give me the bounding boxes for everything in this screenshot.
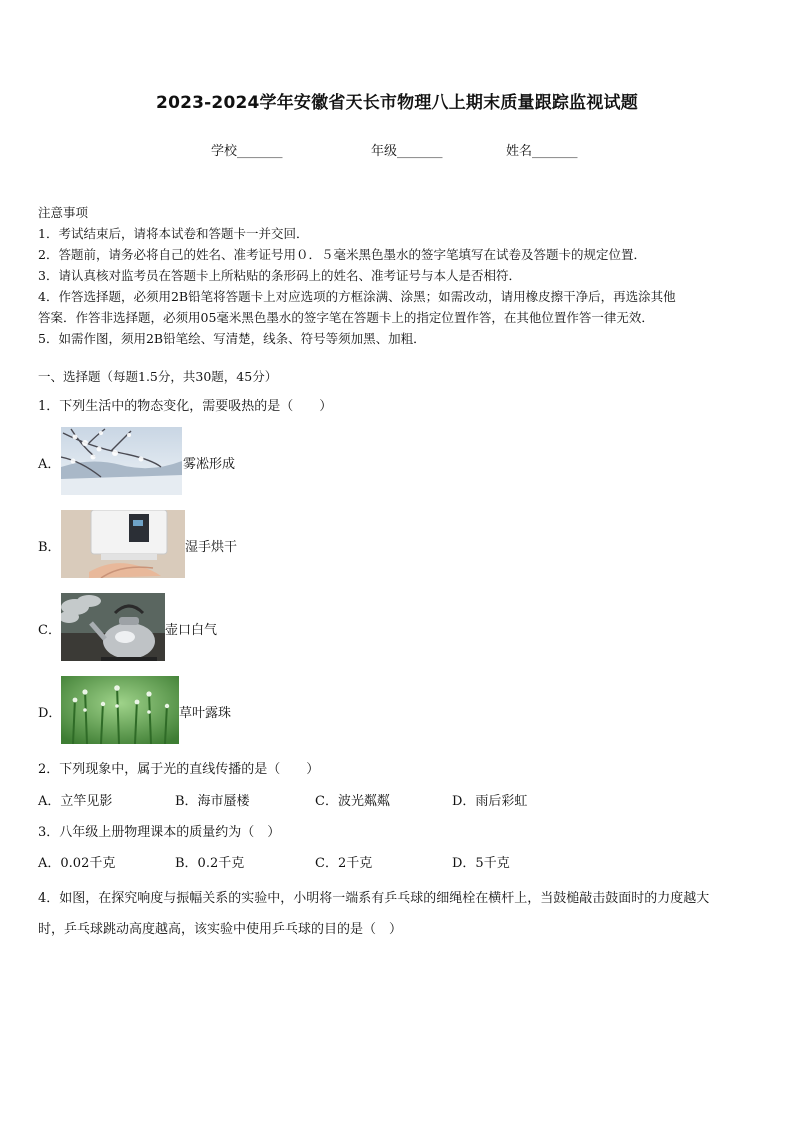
option-label: A． <box>38 457 61 472</box>
q4-line: 4．如图，在探究响度与振幅关系的实验中，小明将一端系有乒乓球的细绳栓在横杆上，当鼓槌敲击鼓面时的力度越大 <box>38 891 710 906</box>
q2-options <box>38 790 758 810</box>
notice-item: 5．如需作图，须用2B铅笔绘、写清楚，线条、符号等须加黑、加粗． <box>38 331 426 346</box>
q3-option-c[interactable]: C．2千克 <box>315 856 373 871</box>
question-3-stem: 3．八年级上册物理课本的质量约为（ ） <box>38 825 281 840</box>
option-label: D． <box>38 706 62 721</box>
notice-item: 2．答题前，请务必将自己的姓名、准考证号用０．５毫米黑色墨水的签字笔填写在试卷及答题卡的规定位置． <box>38 247 646 262</box>
q2-option-d[interactable]: D．雨后彩虹 <box>452 794 528 809</box>
school-field[interactable]: 学校_______ <box>211 144 283 159</box>
section-heading: 一、选择题（每题1.5分，共30题，45分） <box>38 369 278 384</box>
frost-branches-image <box>61 427 182 495</box>
hand-dryer-image <box>61 510 185 578</box>
q1-option-b[interactable] <box>38 510 438 578</box>
q2-option-c[interactable]: C．波光粼粼 <box>315 794 390 809</box>
notice-item: 3．请认真核对监考员在答题卡上所粘贴的条形码上的姓名、准考证号与本人是否相符． <box>38 268 521 283</box>
q2-option-a[interactable]: A．立竿见影 <box>38 794 113 809</box>
q2-option-b[interactable]: B．海市蜃楼 <box>175 794 250 809</box>
name-field[interactable]: 姓名_______ <box>506 144 578 159</box>
option-caption: 湿手烘干 <box>185 540 238 555</box>
grade-field[interactable]: 年级_______ <box>371 144 443 159</box>
notice-block <box>38 202 762 349</box>
q4-line: 时，乒乓球跳动高度越高，该实验中使用乒乓球的目的是（ ） <box>38 922 403 937</box>
q1-option-c[interactable] <box>38 593 438 661</box>
option-caption: 壶口白气 <box>165 623 218 638</box>
q3-options <box>38 852 758 872</box>
notice-item: 答案．作答非选择题，必须用05毫米黑色墨水的签字笔在答题卡上的指定位置作答，在其他位置作答一律无效． <box>38 310 654 325</box>
steaming-kettle-image <box>61 593 165 661</box>
q1-option-d[interactable] <box>38 676 438 744</box>
question-1-stem: 1．下列生活中的物态变化，需要吸热的是（ ） <box>38 399 333 414</box>
student-info-fields <box>0 140 794 160</box>
q1-option-a[interactable] <box>38 427 438 495</box>
notice-heading: 注意事项 <box>38 205 89 220</box>
grass-dew-image <box>61 676 179 744</box>
question-4-stem <box>38 883 762 945</box>
option-caption: 草叶露珠 <box>179 706 232 721</box>
notice-item: 1．考试结束后，请将本试卷和答题卡一并交回． <box>38 226 309 241</box>
question-2-stem: 2．下列现象中，属于光的直线传播的是（ ） <box>38 762 320 777</box>
option-label: B． <box>38 540 61 555</box>
q3-option-a[interactable]: A．0.02千克 <box>38 856 116 871</box>
option-caption: 雾凇形成 <box>183 457 236 472</box>
notice-item: 4．作答选择题，必须用2B铅笔将答题卡上对应选项的方框涂满、涂黑；如需改动，请用橡皮擦干净后，再选涂其他 <box>38 289 676 304</box>
option-label: C． <box>38 623 61 638</box>
exam-title: 2023-2024学年安徽省天长市物理八上期末质量跟踪监视试题 <box>156 93 638 113</box>
q3-option-d[interactable]: D．5千克 <box>452 856 510 871</box>
q3-option-b[interactable]: B．0.2千克 <box>175 856 245 871</box>
